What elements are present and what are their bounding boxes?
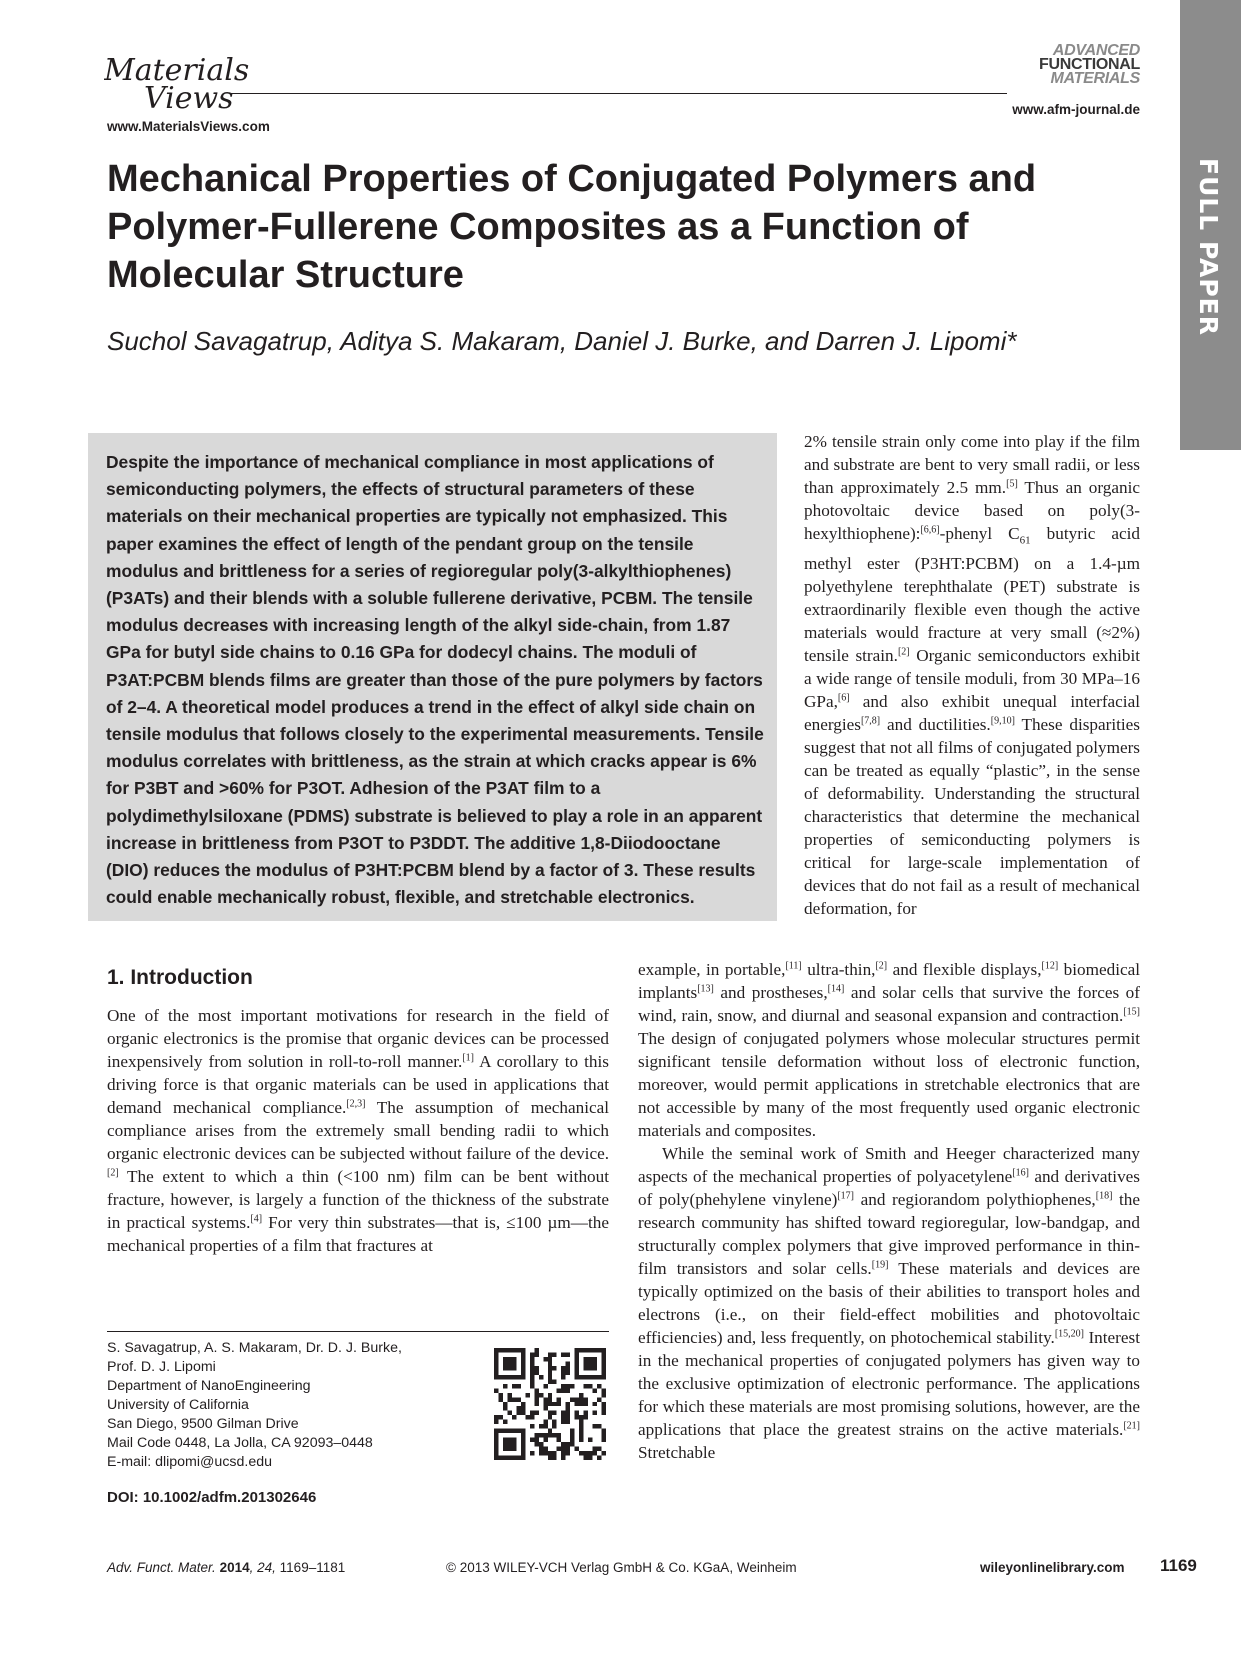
page-number: 1169 xyxy=(1160,1556,1197,1575)
doi[interactable]: DOI: 10.1002/adfm.201302646 xyxy=(107,1489,317,1506)
article-title: Mechanical Properties of Conjugated Polymers and Polymer-Fullerene Composites as a Function of Molecular Structure xyxy=(107,158,1037,296)
afm-logo xyxy=(1010,44,1140,86)
abstract-text: Despite the importance of mechanical compliance in most applications of semiconducting polymers, the effects of structural parameters of these materials on their mechanical properties are typically not emphasized. This paper examines the effect of length of the pendant group on the tensile modulus and brittleness for a series of regioregular poly(3-alkylthiophenes) (P3ATs) and their blends with a soluble fullerene derivative, PCBM. The tensile modulus decreases with increasing length of the alkyl side-chain, from 1.87 GPa for butyl side chains to 0.16 GPa for dodecyl chains. The moduli of P3AT:PCBM blends films are greater than those of the pure polymers by factors of 2–4. A theoretical model produces a trend in the effect of alkyl side chain on tensile modulus that follows closely to the experimental measurements. Tensile modulus correlates with brittleness, as the strain at which cracks appear is 6% for P3BT and >60% for P3OT. Adhesion of the P3AT film to a polydimethylsiloxane (PDMS) substrate is believed to play a role in an apparent increase in brittleness from P3OT to P3DDT. The additive 1,8-Diiodooctane (DIO) reduces the modulus of P3HT:PCBM blend by a factor of 3. These results could enable mechanically robust, flexible, and stretchable electronics. xyxy=(106,452,764,908)
body-text-right-bottom xyxy=(638,958,1140,1464)
header-rule xyxy=(230,93,1007,94)
afm-logo-line-1: ADVANCED xyxy=(1052,42,1140,59)
footer-site-link[interactable]: wileyonlinelibrary.com xyxy=(980,1560,1125,1575)
materialsviews-url[interactable]: www.MaterialsViews.com xyxy=(107,119,270,134)
svg-text:FULL PAPER: FULL PAPER xyxy=(1194,158,1223,336)
footer-pages: 1169–1181 xyxy=(279,1560,346,1575)
afm-logo-line-3: MATERIALS xyxy=(1050,70,1140,87)
footer-year: 2014 xyxy=(219,1560,250,1575)
footer-volume: 24 xyxy=(257,1560,273,1575)
affiliation-line: University of California xyxy=(107,1397,249,1413)
affiliation-line: Mail Code 0448, La Jolla, CA 92093–0448 xyxy=(107,1435,373,1451)
paragraph: example, in portable,[11] ultra-thin,[2] and flexible displays,[12] biomedical implants[13] and prostheses,[14] and solar cells that survive the forces of wind, rain, snow, and diurnal and seasonal expansion and contraction.[15] The design of conjugated polymers whose molecular structures permit significant tensile deformation without loss of electronic function, moreover, would permit applications in stretchable electronics that are not accessible by many of the most frequently used organic electronic materials and composites. xyxy=(638,960,1141,1140)
body-text-right-top: 2% tensile strain only come into play if the film and substrate are bent to very small radii, or less than approximately 2.5 mm.[5] Thus an organic photovoltaic device based on poly(3-hexylthiophene):[6,6]-phenyl $C_{61}$ butyric acid methyl ester (P3HT:PCBM) on a 1.4-µm polyethylene terephthalate (PET) substrate is extraordinarily flexible even though the active materials would fracture at very small (≈2%) tensile strain.[2] Organic semiconductors exhibit a wide range of tensile moduli, from 30 MPa–16 GPa,[6] and also exhibit unequal interfacial energies[7,8] and ductilities.[9,10] These disparities suggest that not all films of conjugated polymers can be treated as equally “plastic”, in the sense of deformability. Understanding the structural characteristics that determine the mechanical properties of semiconducting polymers is critical for large-scale implementation of devices that do not fail as a result of mechanical deformation, for xyxy=(804,432,1141,919)
qr-code[interactable] xyxy=(494,1348,606,1460)
materialsviews-logo xyxy=(104,50,254,112)
footer-journal-name: Adv. Funct. Mater. xyxy=(107,1560,216,1575)
full-paper-label xyxy=(1188,158,1232,338)
body-text-introduction: One of the most important motivations for research in the field of organic electronics is the promise that organic devices can be processed inexpensively from solution in roll-to-roll manner.[1] A corollary to this driving force is that organic materials can be used in applications that demand mechanical compliance.[2,3] The assumption of mechanical compliance arises from the extremely small bending radii to which organic electronic devices can be subjected without failure of the device.[2] The extent to which a thin (<100 nm) film can be bent without fracture, however, is largely a function of the thickness of the substrate in practical systems.[4] For very thin substrates—that is, ≤100 µm—the mechanical properties of a film that fractures at xyxy=(107,1006,609,1255)
affiliation-line: Prof. D. J. Lipomi xyxy=(107,1359,216,1375)
footer-copyright: © 2013 WILEY-VCH Verlag GmbH & Co. KGaA, Weinheim xyxy=(446,1560,797,1575)
author-affiliation xyxy=(107,1339,437,1472)
author-list: Suchol Savagatrup, Aditya S. Makaram, Daniel J. Burke, and Darren J. Lipomi* xyxy=(107,326,1017,356)
section-heading-introduction: 1. Introduction xyxy=(107,966,253,989)
paragraph: While the seminal work of Smith and Heeger characterized many aspects of the mechanical properties of polyacetylene[16] and derivatives of poly(phehylene vinylene)[17] and regiorandom polythiophenes,[18] the research community has shifted toward regioregular, low-bandgap, and structurally complex polymers that give improved performance in thin-film transistors and solar cells.[19] These materials and devices are typically optimized on the basis of their abilities to transport holes and electrons (i.e., on their field-effect mobilities and photovoltaic efficiencies) and, less frequently, on photochemical stability.[15,20] Interest in the mechanical properties of conjugated polymers has given way to the exclusive optimization of electronic performance. The applications for which these materials are most promising solutions, however, are the applications that place the greatest strains on the active materials.[21] Stretchable xyxy=(638,1144,1140,1462)
affiliation-email[interactable]: E-mail: dlipomi@ucsd.edu xyxy=(107,1454,273,1470)
affiliation-line: San Diego, 9500 Gilman Drive xyxy=(107,1416,299,1432)
affiliation-line: S. Savagatrup, A. S. Makaram, Dr. D. J. Burke, xyxy=(107,1340,402,1356)
affiliation-rule xyxy=(107,1331,609,1332)
footer-citation: Adv. Funct. Mater. 2014, 24, 1169–1181 xyxy=(107,1560,346,1575)
afm-logo-line-2: FUNCTIONAL xyxy=(1039,56,1140,73)
affiliation-line: Department of NanoEngineering xyxy=(107,1378,311,1394)
svg-text:Views: Views xyxy=(144,81,234,112)
svg-text:Materials: Materials xyxy=(104,53,250,88)
afm-journal-url[interactable]: www.afm-journal.de xyxy=(1012,102,1140,117)
